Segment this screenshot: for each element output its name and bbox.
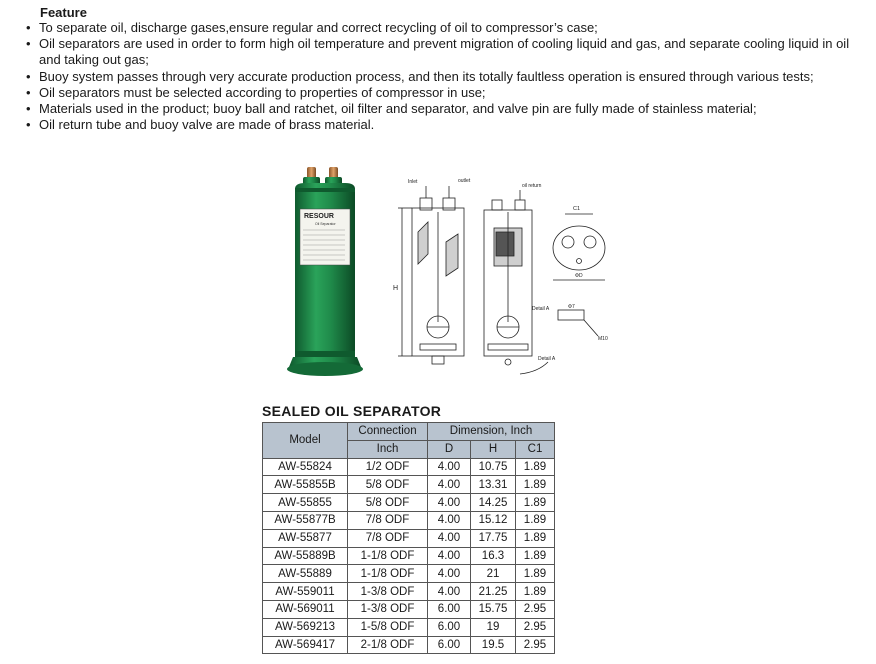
header-inch: Inch — [348, 440, 428, 458]
cell-h: 15.75 — [471, 600, 516, 618]
header-connection: Connection — [348, 423, 428, 441]
feature-heading: Feature — [40, 5, 87, 20]
cell-c1: 1.89 — [516, 511, 555, 529]
phi7-label: Φ7 — [568, 304, 575, 310]
cell-c1: 1.89 — [516, 583, 555, 601]
cell-h: 19.5 — [471, 636, 516, 654]
table-title: SEALED OIL SEPARATOR — [262, 403, 442, 419]
feature-item: • Buoy system passes through very accurate production process, and then its totally faultless operation is ensured through various tests; — [26, 69, 866, 85]
cell-d: 4.00 — [428, 529, 471, 547]
cell-h: 19 — [471, 618, 516, 636]
technical-drawing — [388, 172, 620, 384]
table-row — [263, 547, 555, 565]
feature-item: • To separate oil, discharge gases,ensure regular and correct recycling of oil to compressor’s case; — [26, 20, 866, 36]
table-row — [263, 600, 555, 618]
oil-separator-photo — [285, 165, 365, 380]
cell-connection: 1-5/8 ODF — [348, 618, 428, 636]
label-subtitle: Oil Separator — [315, 222, 336, 226]
cell-h: 15.12 — [471, 511, 516, 529]
header-h: H — [471, 440, 516, 458]
cell-h: 16.3 — [471, 547, 516, 565]
cell-d: 6.00 — [428, 618, 471, 636]
table-row — [263, 458, 555, 476]
table-row — [263, 583, 555, 601]
cell-connection: 5/8 ODF — [348, 476, 428, 494]
header-c1: C1 — [516, 440, 555, 458]
outlet-label: outlet — [458, 178, 471, 184]
cell-c1: 1.89 — [516, 529, 555, 547]
cell-connection: 1/2 ODF — [348, 458, 428, 476]
cell-model: AW-55889B — [263, 547, 348, 565]
cell-h: 13.31 — [471, 476, 516, 494]
spec-table — [262, 422, 555, 654]
cell-connection: 7/8 ODF — [348, 529, 428, 547]
cell-h: 21.25 — [471, 583, 516, 601]
feature-item: • Oil separators are used in order to form high oil temperature and prevent migration of cooling liquid and gas, and separate cooling liquid in oil and taking out gas; — [26, 36, 866, 68]
cell-h: 10.75 — [471, 458, 516, 476]
cell-connection: 1-1/8 ODF — [348, 565, 428, 583]
cell-c1: 1.89 — [516, 476, 555, 494]
table-row — [263, 476, 555, 494]
header-dimension: Dimension, Inch — [428, 423, 555, 441]
brand-label: RESOUR — [304, 213, 334, 220]
feature-item: • Oil return tube and buoy valve are made of brass material. — [26, 117, 866, 133]
header-model: Model — [263, 423, 348, 459]
table-row — [263, 494, 555, 512]
cell-c1: 1.89 — [516, 565, 555, 583]
detail-a-label: Detail A — [532, 306, 550, 312]
cell-model: AW-55855 — [263, 494, 348, 512]
cell-model: AW-55855B — [263, 476, 348, 494]
m10-label: M10 — [598, 336, 608, 342]
cell-d: 4.00 — [428, 565, 471, 583]
cell-d: 4.00 — [428, 476, 471, 494]
cell-model: AW-55824 — [263, 458, 348, 476]
cell-d: 6.00 — [428, 600, 471, 618]
cell-connection: 1-3/8 ODF — [348, 600, 428, 618]
cell-model: AW-55877B — [263, 511, 348, 529]
cell-connection: 1-3/8 ODF — [348, 583, 428, 601]
cell-c1: 1.89 — [516, 547, 555, 565]
cell-connection: 5/8 ODF — [348, 494, 428, 512]
oil-return-label: oil return — [522, 183, 542, 189]
cell-connection: 7/8 ODF — [348, 511, 428, 529]
table-row — [263, 618, 555, 636]
table-row — [263, 636, 555, 654]
table-row — [263, 529, 555, 547]
dim-d-label: ΦD — [575, 273, 583, 279]
cell-h: 17.75 — [471, 529, 516, 547]
cell-model: AW-569417 — [263, 636, 348, 654]
cell-c1: 2.95 — [516, 618, 555, 636]
cell-c1: 1.89 — [516, 458, 555, 476]
cell-c1: 2.95 — [516, 600, 555, 618]
cell-c1: 1.89 — [516, 494, 555, 512]
cell-model: AW-55877 — [263, 529, 348, 547]
cell-d: 4.00 — [428, 494, 471, 512]
dim-c1-label: C1 — [573, 206, 581, 212]
cell-d: 4.00 — [428, 458, 471, 476]
cell-c1: 2.95 — [516, 636, 555, 654]
detail-a-callout: Detail A — [538, 356, 556, 362]
cell-h: 14.25 — [471, 494, 516, 512]
cell-model: AW-559011 — [263, 583, 348, 601]
feature-item: • Materials used in the product; buoy ball and ratchet, oil filter and separator, and valve pin are fully made of stainless material; — [26, 101, 866, 117]
feature-item: • Oil separators must be selected according to properties of compressor in use; — [26, 85, 866, 101]
header-d: D — [428, 440, 471, 458]
cell-d: 4.00 — [428, 511, 471, 529]
table-row — [263, 511, 555, 529]
cell-h: 21 — [471, 565, 516, 583]
cell-model: AW-569213 — [263, 618, 348, 636]
dim-h-label: H — [393, 285, 399, 292]
table-row — [263, 565, 555, 583]
cell-d: 4.00 — [428, 547, 471, 565]
cell-model: AW-55889 — [263, 565, 348, 583]
feature-list — [26, 20, 866, 133]
cell-connection: 2-1/8 ODF — [348, 636, 428, 654]
cell-connection: 1-1/8 ODF — [348, 547, 428, 565]
cell-model: AW-569011 — [263, 600, 348, 618]
cell-d: 6.00 — [428, 636, 471, 654]
cell-d: 4.00 — [428, 583, 471, 601]
inlet-label: Inlet — [408, 179, 418, 185]
